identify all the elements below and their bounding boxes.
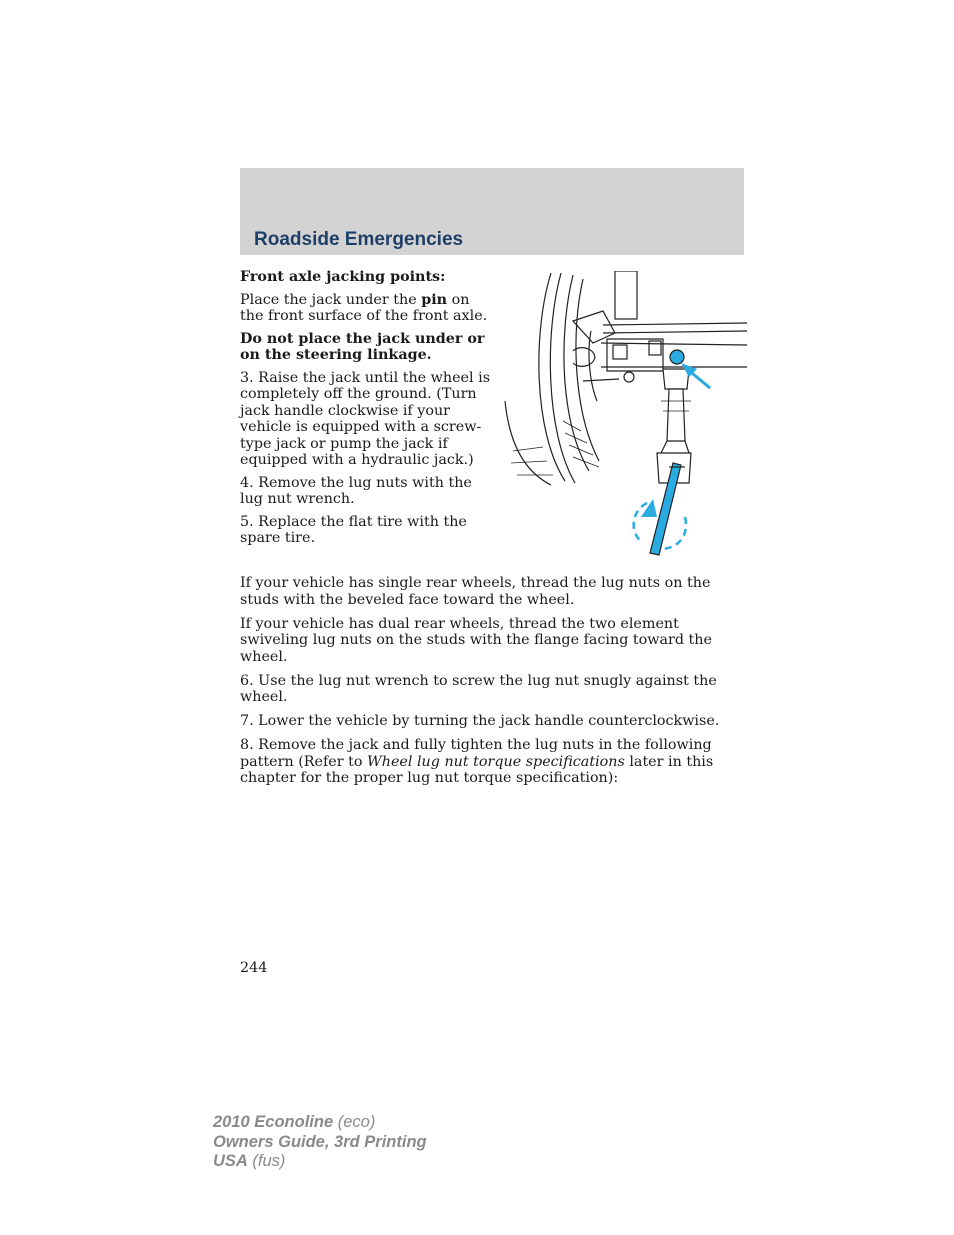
section-title: Roadside Emergencies (254, 229, 464, 250)
jacking-points-heading: Front axle jacking points: (240, 269, 446, 285)
dual-rear-paragraph: If your vehicle has dual rear wheels, thread the two element swiveling lug nuts on the studs with the flange facing toward the wheel. (240, 615, 712, 665)
pin-term: pin (421, 291, 448, 308)
tire-and-wheel (505, 273, 599, 485)
body-text (240, 575, 750, 794)
pin-marker (670, 350, 684, 364)
step-3: 3. Raise the jack until the wheel is completely off the ground. (Turn jack handle clockwise if your vehicle is equipped with a screw-type jack or pump the jack if equipped with a hydraulic jack.) (240, 369, 491, 468)
footer-model-line: 2010 Econoline (eco) (213, 1113, 376, 1131)
step-7: 7. Lower the vehicle by turning the jack handle counterclockwise. (240, 713, 720, 729)
step-5: 5. Replace the flat tire with the spare tire. (240, 513, 467, 546)
page-number: 244 (240, 960, 268, 976)
single-rear-paragraph: If your vehicle has single rear wheels, thread the lug nuts on the studs with the beveled face toward the wheel. (240, 575, 711, 608)
steering-linkage-warning: Do not place the jack under or on the steering linkage. (240, 330, 485, 363)
footer-guide-line: Owners Guide, 3rd Printing (213, 1132, 427, 1151)
jack-placement-paragraph: Place the jack under the pin on the front surface of the front axle. (240, 291, 488, 324)
footer-region-line: USA (fus) (213, 1152, 286, 1170)
torque-spec-reference: Wheel lug nut torque specifications (367, 753, 625, 770)
document-footer (213, 1113, 427, 1172)
left-column-text (240, 269, 495, 553)
step-8: 8. Remove the jack and fully tighten the lug nuts in the following pattern (Refer to Wheel lug nut torque specifications later in this chapter for the proper lug nut torque specification): (240, 737, 714, 786)
axle-and-suspension (573, 271, 747, 382)
front-axle-jack-illustration (503, 271, 747, 563)
step-6: 6. Use the lug nut wrench to screw the lug nut snugly against the wheel. (240, 672, 717, 705)
step-4: 4. Remove the lug nuts with the lug nut wrench. (240, 474, 472, 507)
